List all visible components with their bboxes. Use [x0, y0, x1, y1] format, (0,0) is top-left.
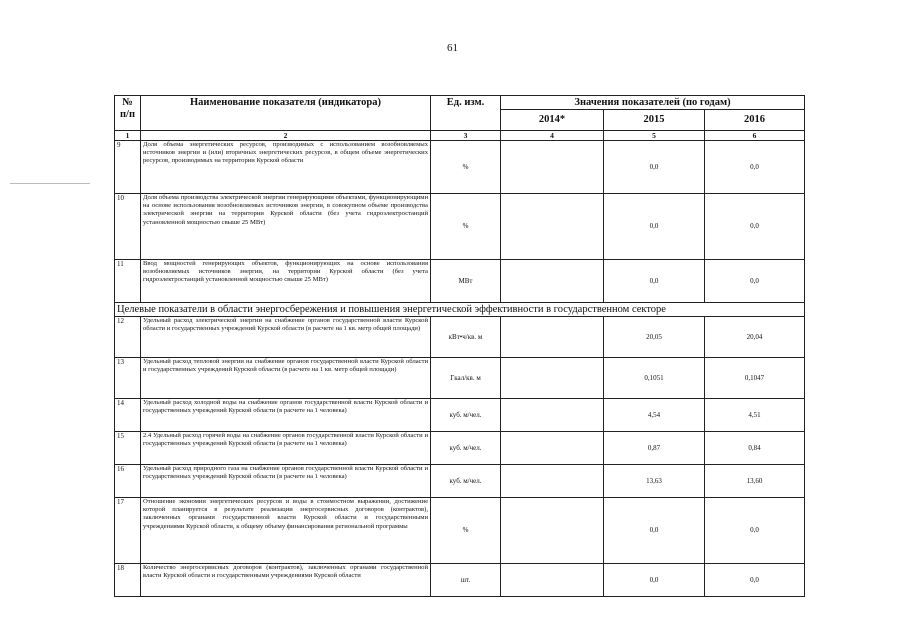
row-value-2016: 0,0 [705, 498, 805, 564]
row-value-2015: 4,54 [604, 399, 705, 432]
row-indicator-name: Удельный расход тепловой энергии на снабжение органов государственной власти Курской области и государственных учреждений Курской области (в расчете на 1 кв. метр общей площади) [141, 358, 431, 399]
row-value-2016: 4,51 [705, 399, 805, 432]
row-value-2014 [501, 317, 604, 358]
row-unit: % [431, 194, 501, 260]
column-number: 3 [431, 131, 501, 141]
row-value-2016: 0,0 [705, 260, 805, 303]
row-value-2016: 13,60 [705, 465, 805, 498]
row-num: 9 [115, 141, 141, 194]
row-value-2015: 0,87 [604, 432, 705, 465]
row-value-2014 [501, 564, 604, 597]
row-indicator-name: Количество энергосервисных договоров (контрактов), заключенных органами государственной власти Курской области и государственными учреждениями Курской области [141, 564, 431, 597]
row-num: 17 [115, 498, 141, 564]
row-value-2014 [501, 194, 604, 260]
section-title: Целевые показатели в области энергосбережения и повышения энергетической эффективности в государственном секторе [115, 303, 805, 317]
header-year-2015: 2015 [604, 110, 705, 131]
row-value-2014 [501, 498, 604, 564]
table-row [115, 399, 805, 432]
row-unit: кВт•ч/кв. м [431, 317, 501, 358]
row-value-2015: 0,0 [604, 260, 705, 303]
row-value-2014 [501, 260, 604, 303]
row-indicator-name: Доля объема производства электрической энергии генерирующими объектами, функционирующими на основе использования возобновляемых источников энергии, в совокупном объеме производства электрической энергии на территории Курской области (без учета гидроэлектростанций установленной мощностью свыше 25 МВт) [141, 194, 431, 260]
row-unit: куб. м/чел. [431, 432, 501, 465]
row-indicator-name: Отношение экономии энергетических ресурсов и воды в стоимостном выражении, достижение которой планируется в результате реализации энергосервисных договоров (контрактов), заключенных органами государственной власти Курской области и государственными учреждениями Курской области, к общему объему финансирования региональной программы [141, 498, 431, 564]
row-num: 12 [115, 317, 141, 358]
row-num: 15 [115, 432, 141, 465]
row-unit: % [431, 498, 501, 564]
table-row [115, 498, 805, 564]
row-unit: Гкал/кв. м [431, 358, 501, 399]
row-unit: МВт [431, 260, 501, 303]
column-number: 4 [501, 131, 604, 141]
header-year-2016: 2016 [705, 110, 805, 131]
row-unit: куб. м/чел. [431, 465, 501, 498]
row-unit: % [431, 141, 501, 194]
rows-public-sector [115, 317, 805, 597]
row-num: 13 [115, 358, 141, 399]
table-row [115, 141, 805, 194]
header-name: Наименование показателя (индикатора) [141, 96, 431, 131]
table-row [115, 465, 805, 498]
table-row [115, 317, 805, 358]
table-row [115, 432, 805, 465]
row-value-2016: 0,0 [705, 564, 805, 597]
row-value-2016: 0,0 [705, 194, 805, 260]
row-num: 10 [115, 194, 141, 260]
row-value-2014 [501, 432, 604, 465]
table-row [115, 194, 805, 260]
row-value-2014 [501, 358, 604, 399]
scan-artifact-line [10, 183, 90, 184]
rows-energy-sources [115, 141, 805, 303]
row-indicator-name: Доля объема энергетических ресурсов, производимых с использованием возобновляемых источников энергии и (или) вторичных энергетических ресурсов, в общем объеме энергетических ресурсов, производимых на территории Курской области [141, 141, 431, 194]
indicators-table [114, 95, 805, 597]
header-year-2014: 2014* [501, 110, 604, 131]
table-row [115, 260, 805, 303]
row-indicator-name: Удельный расход электрической энергии на снабжение органов государственной власти Курской области и государственных учреждений Курской области (в расчете на 1 кв. метр общей площади) [141, 317, 431, 358]
header-unit: Ед. изм. [431, 96, 501, 131]
row-value-2016: 0,0 [705, 141, 805, 194]
table-row [115, 564, 805, 597]
column-number: 5 [604, 131, 705, 141]
row-value-2016: 0,84 [705, 432, 805, 465]
row-unit: шт. [431, 564, 501, 597]
column-number: 6 [705, 131, 805, 141]
column-number: 2 [141, 131, 431, 141]
row-num: 18 [115, 564, 141, 597]
row-value-2016: 20,04 [705, 317, 805, 358]
row-value-2015: 13,63 [604, 465, 705, 498]
row-value-2014 [501, 399, 604, 432]
row-indicator-name: Удельный расход холодной воды на снабжение органов государственной власти Курской области и государственных учреждений Курской области (в расчете на 1 человека) [141, 399, 431, 432]
table-row [115, 358, 805, 399]
header-values-group: Значения показателей (по годам) [501, 96, 805, 110]
row-indicator-name: Удельный расход природного газа на снабжение органов государственной власти Курской области и государственных учреждений Курской области (в расчете на 1 человека) [141, 465, 431, 498]
row-num: 14 [115, 399, 141, 432]
row-value-2014 [501, 465, 604, 498]
row-value-2015: 0,1051 [604, 358, 705, 399]
row-value-2015: 0,0 [604, 194, 705, 260]
row-value-2015: 0,0 [604, 564, 705, 597]
section-header [115, 303, 805, 317]
row-indicator-name: Ввод мощностей генерирующих объектов, функционирующих на основе использования возобновляемых источников энергии, на территории Курской области (без учета гидроэлектростанций установленной мощностью свыше 25 МВт) [141, 260, 431, 303]
row-num: 11 [115, 260, 141, 303]
row-num: 16 [115, 465, 141, 498]
row-value-2015: 20,05 [604, 317, 705, 358]
header-num: № п/п [115, 96, 141, 131]
row-indicator-name: 2.4 Удельный расход горячей воды на снабжение органов государственной власти Курской области и государственных учреждений Курской области (в расчете на 1 человека) [141, 432, 431, 465]
row-value-2015: 0,0 [604, 498, 705, 564]
row-unit: куб. м/чел. [431, 399, 501, 432]
row-value-2015: 0,0 [604, 141, 705, 194]
column-number: 1 [115, 131, 141, 141]
page-number: 61 [447, 42, 458, 54]
row-value-2016: 0,1047 [705, 358, 805, 399]
row-value-2014 [501, 141, 604, 194]
